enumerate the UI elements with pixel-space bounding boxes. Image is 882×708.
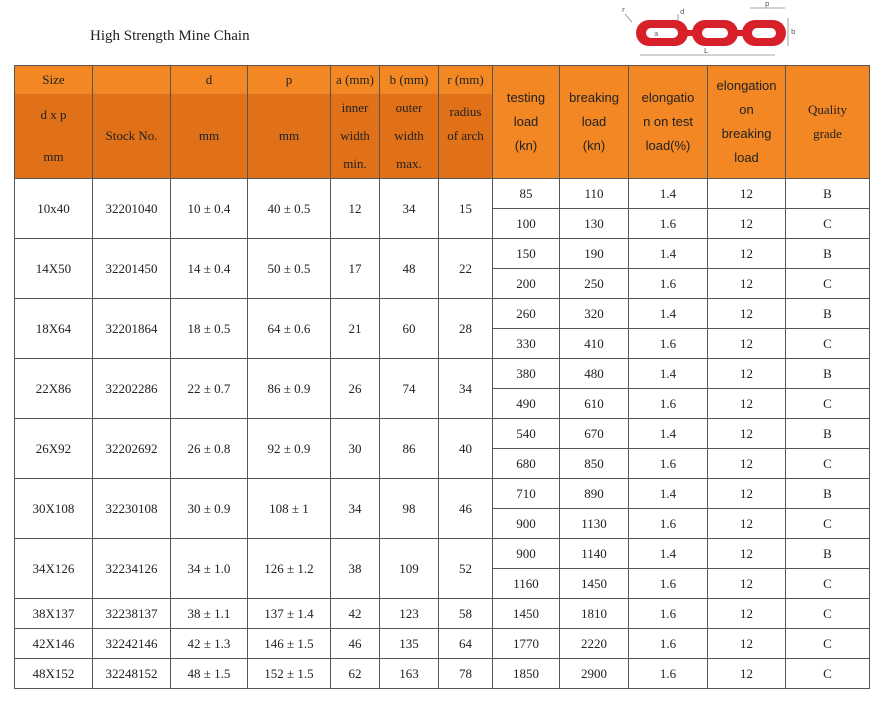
cell-quality-grade: C — [786, 269, 870, 299]
cell-quality-grade: C — [786, 569, 870, 599]
cell-p: 40 ± 0.5 — [248, 179, 331, 239]
cell-stock-no: 32201040 — [93, 179, 171, 239]
page-title: High Strength Mine Chain — [90, 28, 250, 44]
cell-r: 34 — [439, 359, 493, 419]
cell-stock-no: 32202286 — [93, 359, 171, 419]
cell-elongation-test: 1.4 — [629, 179, 708, 209]
header-elong-break-line4: load — [734, 150, 759, 165]
header-grade-line1: Quality — [808, 102, 847, 117]
cell-b: 34 — [380, 179, 439, 239]
cell-stock-no: 32202692 — [93, 419, 171, 479]
cell-b: 86 — [380, 419, 439, 479]
cell-breaking-load: 2220 — [560, 629, 629, 659]
cell-elongation-break: 12 — [708, 629, 786, 659]
cell-elongation-test: 1.6 — [629, 269, 708, 299]
cell-breaking-load: 190 — [560, 239, 629, 269]
cell-a: 42 — [331, 599, 380, 629]
chain-spec-table — [14, 65, 870, 689]
cell-elongation-break: 12 — [708, 539, 786, 569]
cell-quality-grade: C — [786, 629, 870, 659]
cell-quality-grade: C — [786, 599, 870, 629]
cell-testing-load: 540 — [493, 419, 560, 449]
cell-a: 26 — [331, 359, 380, 419]
cell-breaking-load: 1450 — [560, 569, 629, 599]
cell-a: 17 — [331, 239, 380, 299]
cell-elongation-break: 12 — [708, 299, 786, 329]
cell-p: 146 ± 1.5 — [248, 629, 331, 659]
cell-a: 34 — [331, 479, 380, 539]
cell-testing-load: 900 — [493, 539, 560, 569]
cell-breaking-load: 610 — [560, 389, 629, 419]
cell-testing-load: 85 — [493, 179, 560, 209]
cell-elongation-test: 1.6 — [629, 629, 708, 659]
cell-p: 108 ± 1 — [248, 479, 331, 539]
cell-elongation-test: 1.6 — [629, 449, 708, 479]
cell-d: 26 ± 0.8 — [171, 419, 248, 479]
table-row — [15, 419, 870, 449]
cell-breaking-load: 670 — [560, 419, 629, 449]
cell-breaking-load: 850 — [560, 449, 629, 479]
cell-p: 137 ± 1.4 — [248, 599, 331, 629]
cell-testing-load: 150 — [493, 239, 560, 269]
header-grade-line2: grade — [813, 126, 842, 141]
cell-elongation-break: 12 — [708, 599, 786, 629]
header-b-line3: max. — [396, 156, 422, 171]
cell-elongation-break: 12 — [708, 509, 786, 539]
cell-a: 38 — [331, 539, 380, 599]
cell-elongation-test: 1.4 — [629, 539, 708, 569]
cell-quality-grade: B — [786, 359, 870, 389]
cell-r: 46 — [439, 479, 493, 539]
cell-elongation-test: 1.4 — [629, 419, 708, 449]
table-row — [15, 539, 870, 569]
diagram-label-b: b — [791, 28, 796, 36]
cell-testing-load: 330 — [493, 329, 560, 359]
header-elongation-break — [708, 66, 786, 179]
cell-p: 64 ± 0.6 — [248, 299, 331, 359]
cell-size: 14X50 — [15, 239, 93, 299]
diagram-label-r: r — [622, 6, 625, 14]
header-a-line2: width — [340, 128, 370, 143]
cell-breaking-load: 250 — [560, 269, 629, 299]
cell-d: 30 ± 0.9 — [171, 479, 248, 539]
cell-quality-grade: B — [786, 539, 870, 569]
cell-p: 86 ± 0.9 — [248, 359, 331, 419]
cell-b: 48 — [380, 239, 439, 299]
cell-b: 60 — [380, 299, 439, 359]
header-row — [15, 66, 870, 179]
cell-testing-load: 200 — [493, 269, 560, 299]
header-size-unit: mm — [43, 149, 64, 164]
cell-quality-grade: B — [786, 479, 870, 509]
cell-quality-grade: C — [786, 659, 870, 689]
cell-b: 163 — [380, 659, 439, 689]
cell-d: 14 ± 0.4 — [171, 239, 248, 299]
cell-elongation-break: 12 — [708, 659, 786, 689]
cell-breaking-load: 1140 — [560, 539, 629, 569]
cell-testing-load: 680 — [493, 449, 560, 479]
header-d-unit: mm — [198, 128, 220, 143]
cell-d: 34 ± 1.0 — [171, 539, 248, 599]
header-stock-label: Stock No. — [105, 128, 158, 143]
cell-quality-grade: B — [786, 239, 870, 269]
header-p — [248, 66, 331, 179]
header-breaking-line1: breaking — [569, 90, 619, 105]
cell-elongation-break: 12 — [708, 359, 786, 389]
cell-testing-load: 1850 — [493, 659, 560, 689]
cell-elongation-test: 1.4 — [629, 359, 708, 389]
header-a — [331, 66, 380, 179]
cell-elongation-test: 1.6 — [629, 209, 708, 239]
header-b — [380, 66, 439, 179]
header-r-line2: of arch — [447, 128, 484, 143]
cell-b: 98 — [380, 479, 439, 539]
cell-quality-grade: C — [786, 329, 870, 359]
cell-quality-grade: C — [786, 449, 870, 479]
cell-elongation-test: 1.6 — [629, 659, 708, 689]
header-r — [439, 66, 493, 179]
header-d-label: d — [171, 66, 247, 94]
header-b-label: b (mm) — [380, 66, 438, 94]
diagram-label-L: L — [704, 47, 708, 55]
cell-a: 12 — [331, 179, 380, 239]
cell-elongation-test: 1.6 — [629, 389, 708, 419]
cell-p: 126 ± 1.2 — [248, 539, 331, 599]
cell-testing-load: 1160 — [493, 569, 560, 599]
header-breaking-line2: load — [581, 114, 607, 129]
table-row — [15, 359, 870, 389]
header-testing-line2: load — [513, 114, 539, 129]
header-b-line2: width — [394, 128, 424, 143]
cell-stock-no: 32248152 — [93, 659, 171, 689]
cell-elongation-break: 12 — [708, 209, 786, 239]
cell-testing-load: 380 — [493, 359, 560, 389]
table-body — [15, 179, 870, 689]
chain-link-diagram — [620, 0, 810, 62]
header-elong-break-line1: elongation — [716, 78, 777, 93]
header-a-line1: inner — [341, 100, 369, 115]
cell-testing-load: 1450 — [493, 599, 560, 629]
table-row — [15, 629, 870, 659]
cell-size: 26X92 — [15, 419, 93, 479]
cell-breaking-load: 130 — [560, 209, 629, 239]
cell-elongation-test: 1.4 — [629, 479, 708, 509]
header-a-line3: min. — [343, 156, 367, 171]
cell-elongation-test: 1.4 — [629, 299, 708, 329]
header-breaking — [560, 66, 629, 179]
cell-elongation-break: 12 — [708, 179, 786, 209]
diagram-label-p: p — [765, 0, 770, 8]
header-r-line1: radius — [449, 104, 482, 119]
cell-elongation-break: 12 — [708, 479, 786, 509]
cell-testing-load: 260 — [493, 299, 560, 329]
table-row — [15, 179, 870, 209]
cell-d: 18 ± 0.5 — [171, 299, 248, 359]
cell-r: 40 — [439, 419, 493, 479]
table-row — [15, 599, 870, 629]
cell-d: 10 ± 0.4 — [171, 179, 248, 239]
cell-breaking-load: 480 — [560, 359, 629, 389]
header-b-line1: outer — [395, 100, 423, 115]
table-row — [15, 479, 870, 509]
cell-b: 109 — [380, 539, 439, 599]
table-row — [15, 299, 870, 329]
cell-p: 92 ± 0.9 — [248, 419, 331, 479]
header-testing — [493, 66, 560, 179]
header-breaking-line3: (kn) — [582, 138, 606, 153]
cell-stock-no: 32238137 — [93, 599, 171, 629]
cell-size: 10x40 — [15, 179, 93, 239]
cell-a: 62 — [331, 659, 380, 689]
header-elongation-test — [629, 66, 708, 179]
cell-stock-no: 32242146 — [93, 629, 171, 659]
cell-d: 48 ± 1.5 — [171, 659, 248, 689]
cell-quality-grade: B — [786, 419, 870, 449]
cell-elongation-test: 1.6 — [629, 509, 708, 539]
cell-breaking-load: 2900 — [560, 659, 629, 689]
cell-p: 152 ± 1.5 — [248, 659, 331, 689]
cell-breaking-load: 410 — [560, 329, 629, 359]
cell-breaking-load: 890 — [560, 479, 629, 509]
cell-r: 22 — [439, 239, 493, 299]
cell-elongation-test: 1.6 — [629, 569, 708, 599]
cell-stock-no: 32234126 — [93, 539, 171, 599]
cell-a: 30 — [331, 419, 380, 479]
diagram-label-d: d — [680, 8, 685, 16]
cell-breaking-load: 110 — [560, 179, 629, 209]
header-size — [15, 66, 93, 179]
header-elong-break-line3: breaking — [721, 126, 772, 141]
table-row — [15, 239, 870, 269]
cell-elongation-break: 12 — [708, 449, 786, 479]
cell-elongation-break: 12 — [708, 329, 786, 359]
cell-r: 28 — [439, 299, 493, 359]
cell-testing-load: 710 — [493, 479, 560, 509]
header-elong-test-line3: load(%) — [645, 138, 691, 153]
cell-testing-load: 100 — [493, 209, 560, 239]
cell-size: 34X126 — [15, 539, 93, 599]
cell-quality-grade: B — [786, 299, 870, 329]
cell-elongation-break: 12 — [708, 389, 786, 419]
cell-r: 15 — [439, 179, 493, 239]
diagram-label-a: a — [654, 30, 659, 38]
cell-r: 52 — [439, 539, 493, 599]
header-d — [171, 66, 248, 179]
cell-b: 74 — [380, 359, 439, 419]
header-p-label: p — [248, 66, 330, 94]
cell-quality-grade: C — [786, 389, 870, 419]
cell-quality-grade: B — [786, 179, 870, 209]
header-testing-line1: testing — [506, 90, 546, 105]
header-r-label: r (mm) — [439, 66, 492, 94]
cell-testing-load: 490 — [493, 389, 560, 419]
cell-stock-no: 32201450 — [93, 239, 171, 299]
cell-quality-grade: C — [786, 509, 870, 539]
cell-breaking-load: 1810 — [560, 599, 629, 629]
cell-testing-load: 900 — [493, 509, 560, 539]
header-p-unit: mm — [278, 128, 300, 143]
cell-b: 123 — [380, 599, 439, 629]
header-a-label: a (mm) — [331, 66, 379, 94]
cell-size: 42X146 — [15, 629, 93, 659]
cell-r: 58 — [439, 599, 493, 629]
cell-breaking-load: 320 — [560, 299, 629, 329]
cell-stock-no: 32230108 — [93, 479, 171, 539]
cell-b: 135 — [380, 629, 439, 659]
header-elong-test-line2: n on test — [643, 114, 693, 129]
table-row — [15, 659, 870, 689]
cell-size: 30X108 — [15, 479, 93, 539]
cell-elongation-test: 1.4 — [629, 239, 708, 269]
cell-stock-no: 32201864 — [93, 299, 171, 359]
header-size-label: Size — [15, 66, 92, 94]
cell-p: 50 ± 0.5 — [248, 239, 331, 299]
cell-r: 78 — [439, 659, 493, 689]
cell-elongation-break: 12 — [708, 239, 786, 269]
header-elong-test-line1: elongatio — [641, 90, 695, 105]
cell-quality-grade: C — [786, 209, 870, 239]
cell-d: 42 ± 1.3 — [171, 629, 248, 659]
header-testing-line3: (kn) — [514, 138, 538, 153]
cell-size: 22X86 — [15, 359, 93, 419]
cell-d: 38 ± 1.1 — [171, 599, 248, 629]
header-grade — [786, 66, 870, 179]
cell-elongation-test: 1.6 — [629, 329, 708, 359]
cell-elongation-break: 12 — [708, 569, 786, 599]
header-size-dxp: d x p — [40, 107, 67, 122]
cell-d: 22 ± 0.7 — [171, 359, 248, 419]
cell-testing-load: 1770 — [493, 629, 560, 659]
cell-a: 21 — [331, 299, 380, 359]
cell-elongation-test: 1.6 — [629, 599, 708, 629]
cell-size: 18X64 — [15, 299, 93, 359]
cell-r: 64 — [439, 629, 493, 659]
cell-a: 46 — [331, 629, 380, 659]
cell-elongation-break: 12 — [708, 269, 786, 299]
header-stock — [93, 66, 171, 179]
cell-breaking-load: 1130 — [560, 509, 629, 539]
cell-size: 38X137 — [15, 599, 93, 629]
header-elong-break-line2: on — [739, 102, 754, 117]
cell-elongation-break: 12 — [708, 419, 786, 449]
cell-size: 48X152 — [15, 659, 93, 689]
